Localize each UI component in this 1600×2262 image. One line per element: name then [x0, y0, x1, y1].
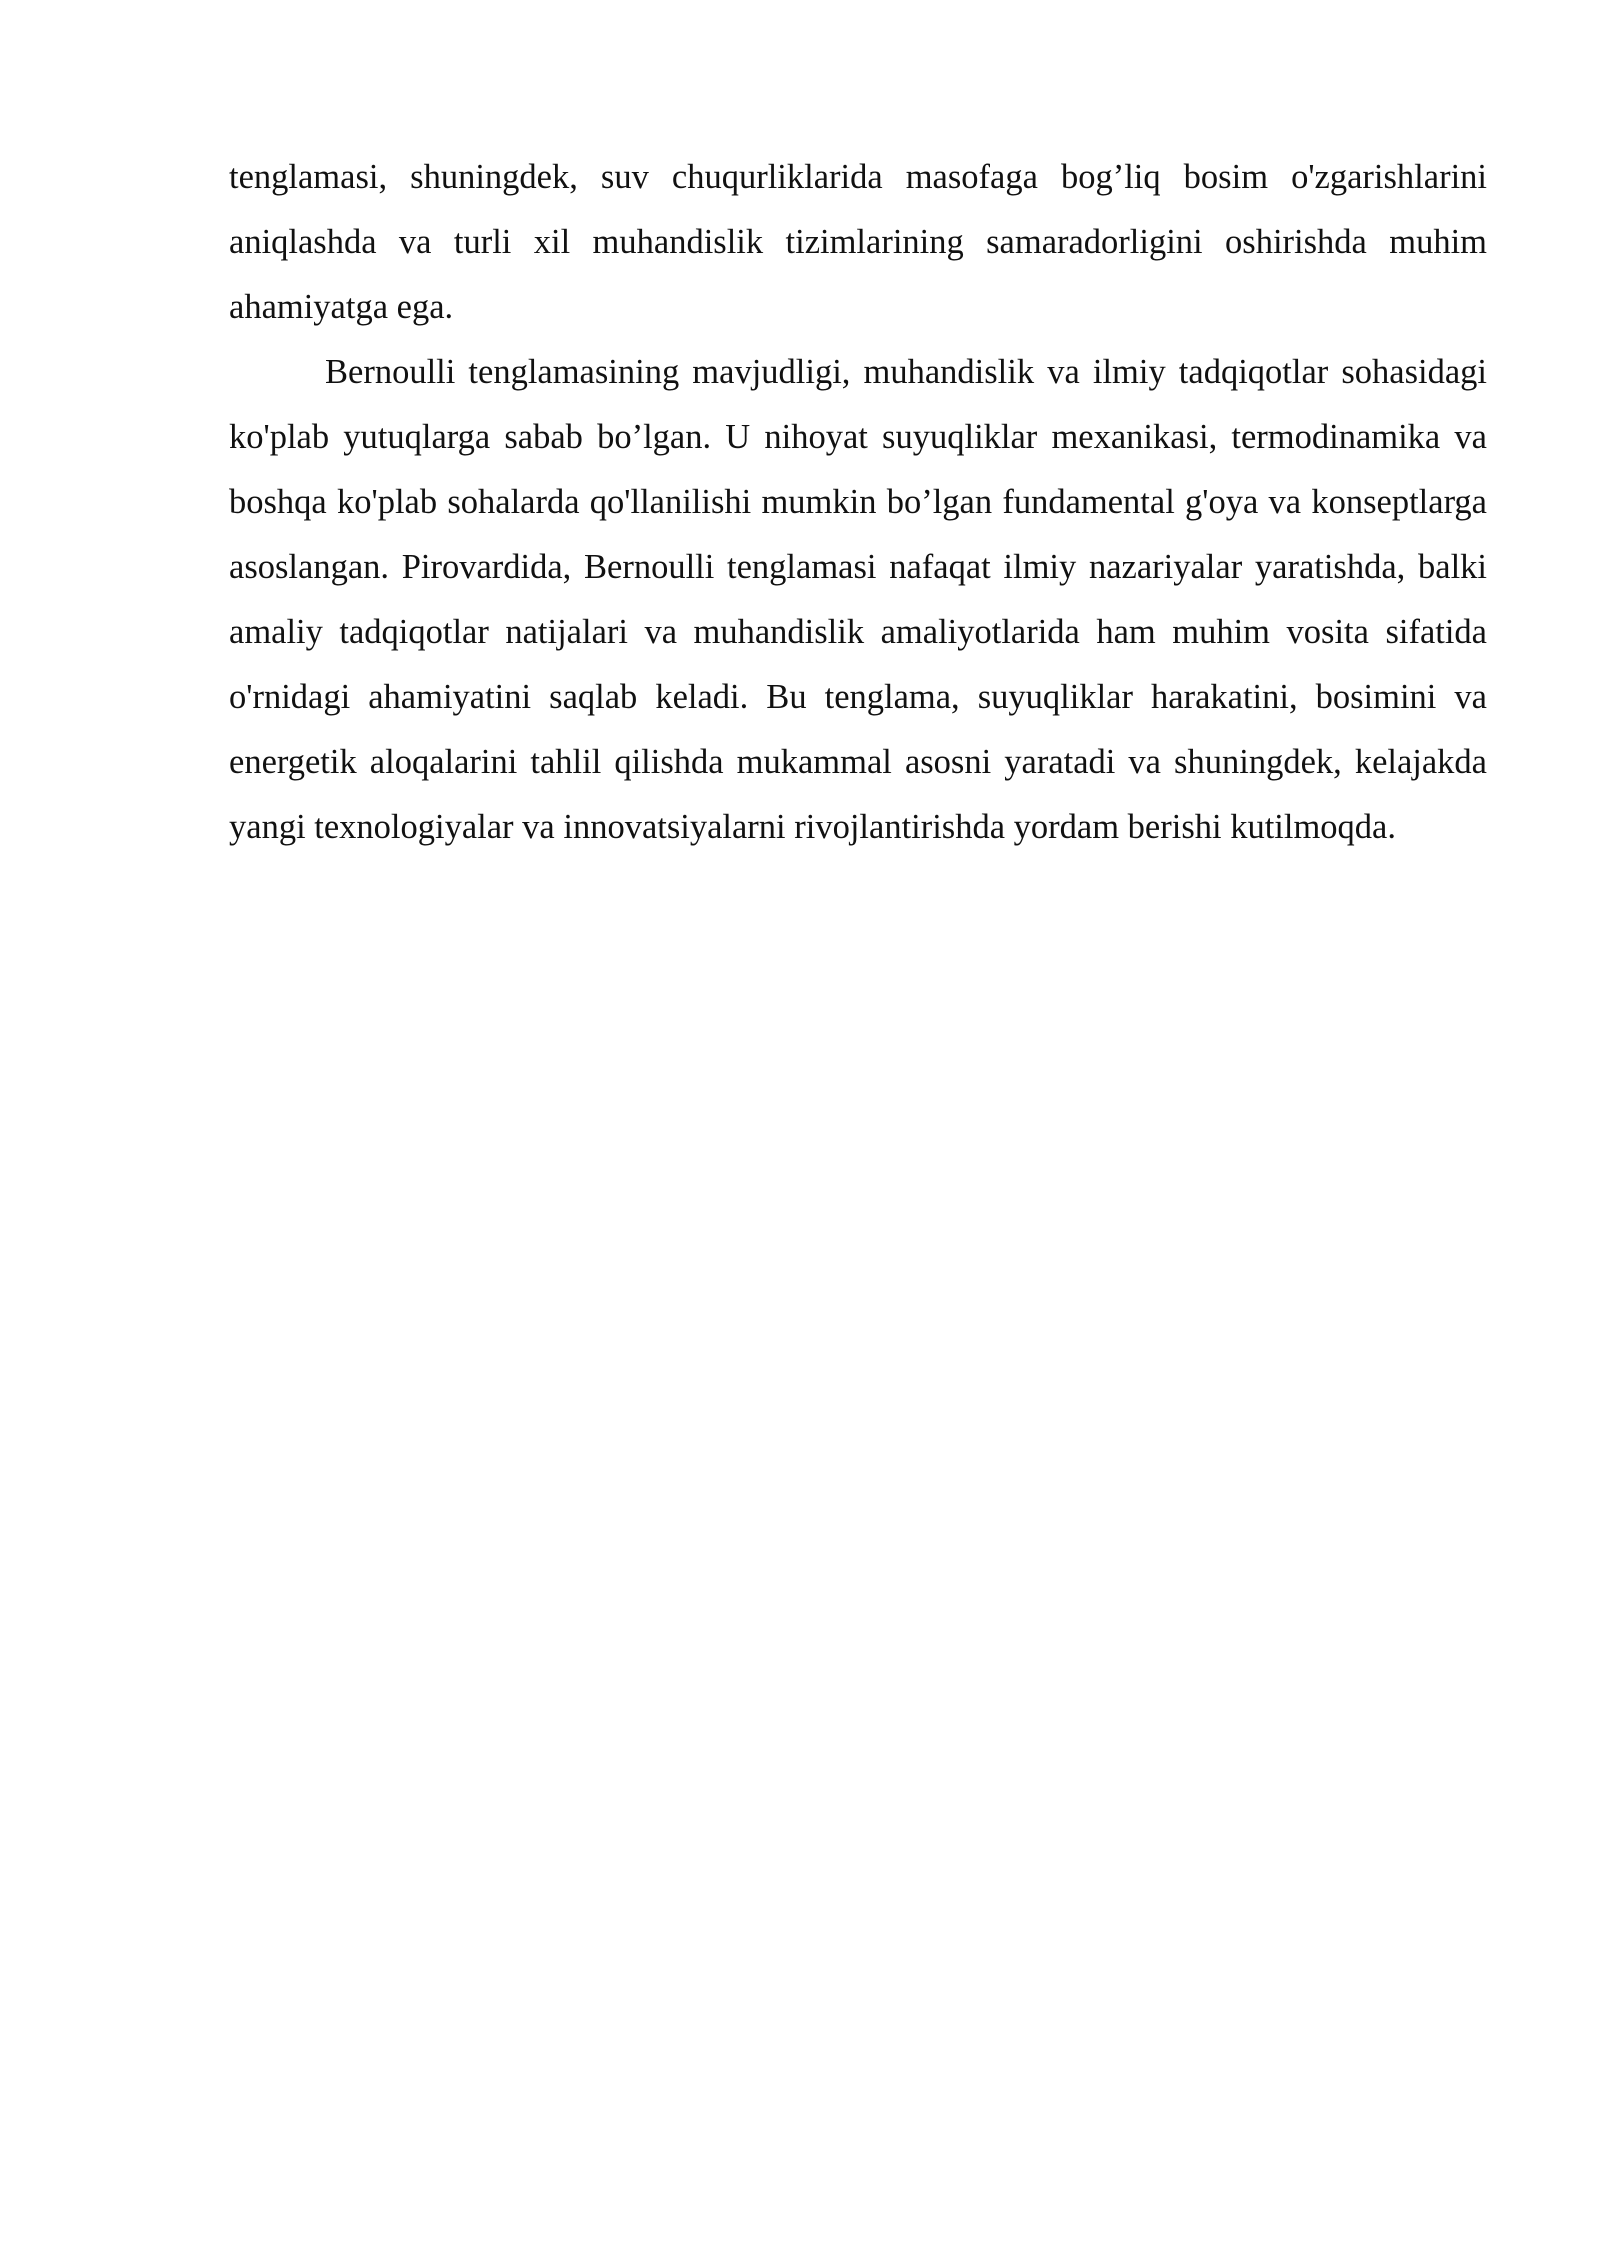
- paragraph-bernoulli: Bernoulli tenglamasining mavjudligi, muhandislik va ilmiy tadqiqotlar sohasidagi ko'plab yutuqlarga sabab bo’lgan. U nihoyat suyuqliklar mexanikasi, termodinamika va boshqa ko'plab sohalarda qo'llanilishi mumkin bo’lgan fundamental g'oya va konseptlarga asoslangan. Pirovardida, Bernoulli tenglamasi nafaqat ilmiy nazariyalar yaratishda, balki amaliy tadqiqotlar natijalari va muhandislik amaliyotlarida ham muhim vosita sifatida o'rnidagi ahamiyatini saqlab keladi. Bu tenglama, suyuqliklar harakatini, bosimini va energetik aloqalarini tahlil qilishda mukammal asosni yaratadi va shuningdek, kelajakda yangi texnologiyalar va innovatsiyalarni rivojlantirishda yordam berishi kutilmoqda.: [229, 353, 1487, 846]
- body-text: [229, 145, 1487, 860]
- paragraph-continuation: tenglamasi, shuningdek, suv chuqurliklarida masofaga bog’liq bosim o'zgarishlarini aniqlashda va turli xil muhandislik tizimlarining samaradorligini oshirishda muhim ahamiyatga ega.: [229, 158, 1487, 326]
